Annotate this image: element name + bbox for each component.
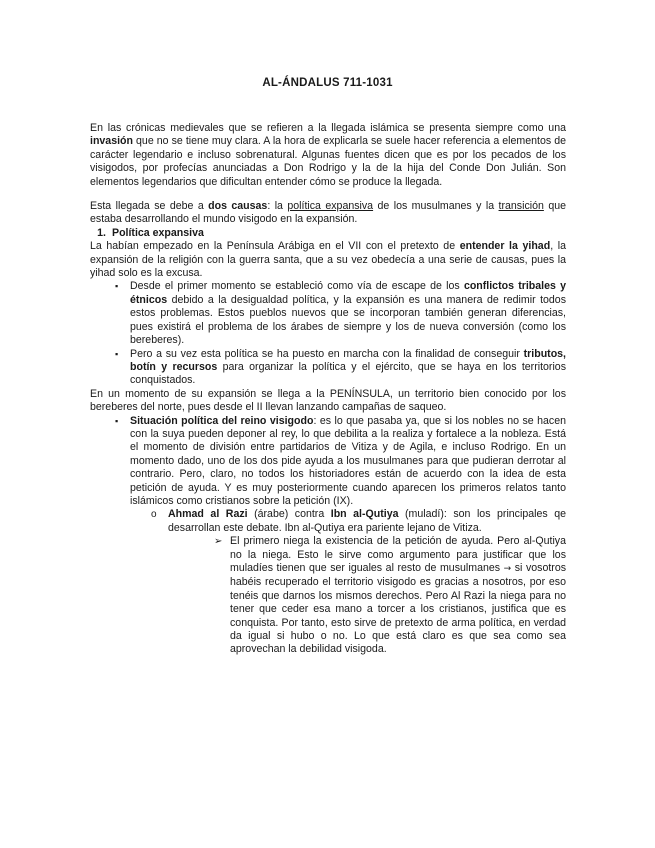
paragraph-peninsula: En un momento de su expansión se llega a la PENÍNSULA, un territorio bien conocido por los bereberes del norte, pues desde el II llevan lanzando campañas de saqueo. — [90, 387, 566, 414]
bullet-icon: ▪ — [115, 348, 119, 359]
list-item: ▪ Pero a su vez esta política se ha puesto en marcha con la finalidad de conseguir tributos, botín y recursos para organizar la política y el ejército, que se haya en los territorios conquistados. — [115, 347, 567, 387]
document-body — [90, 122, 566, 657]
sub-list-item: o Ahmad al Razi (árabe) contra Ibn al-Qutiya (muladí): son los principales qe desarrollan este debate. Ibn al-Qutiya era pariente lejano de Vitiza. — [151, 508, 566, 534]
arrowhead-bullet-icon: ➢ — [214, 536, 223, 548]
section-heading: 1. Política expansiva — [97, 226, 204, 239]
sub-sub-list-item: ➢ El primero niega la existencia de la petición de ayuda. Pero al-Qutiya no la niega. Esto le sirve como argumento para justificar que los muladíes tienen que ser iguales al resto de musulmanes → si vosotros habéis recuperado el territorio visigodo es gracias a nosotros, por eso tenéis que darnos los mismos derechos. Pero Al Razi la niega para no tener que ceder esa mano a torcer a los cristianos, justifica que es conquista. Por tanto, esto sirve de pretexto de arma política, en verdad da igual si hubo o no. Lo que está claro es que sea como sea aprovechan la debilidad visigoda. — [214, 535, 567, 656]
paragraph-causes: Esta llegada se debe a dos causas: la política expansiva de los musulmanes y la transición que estaba desarrollando el mundo visigodo en la expansión. — [90, 200, 566, 226]
list-item: ▪ Desde el primer momento se estableció como vía de escape de los conflictos tribales y étnicos debido a la desigualdad política, y la expansión es una manera de redimir todos estos problemas. Estos pueblos nuevos que se incorporan también generan diferencias, pues existirá el problema de los árabes de siempre y los de nueva conversión (como los bereberes). — [115, 280, 566, 347]
circle-bullet-icon: o — [151, 509, 157, 521]
list-item: ▪ Situación política del reino visigodo: es lo que pasaba ya, que si los nobles no se hacen con la suya pueden deponer al rey, lo que debilita a la realiza y fortalece a la nobleza. Está el momento de división entre partidarios de Vitiza y de Agila, e incluso Rodrigo. En un momento dado, uno de los dos pide ayuda a los musulmanes para que pudieran derrotar al contrario. Pero, claro, no todos los historiadores están de acuerdo con la idea de esta petición de ayuda. Y es muy posteriormente cuando aparecen los primeros relatos tanto islámicos como cristianos sobre la petición (IX). — [115, 414, 567, 507]
right-arrow-icon: → — [503, 564, 512, 574]
bullet-icon: ▪ — [115, 415, 119, 426]
paragraph-yihad: La habían empezado en la Península Arábiga en el VII con el pretexto de entender la yihad, la expansión de la religión con la guerra santa, que a su vez obedecía a una serie de causas, pues la yihad solo es la excusa. — [90, 240, 566, 280]
bullet-icon: ▪ — [115, 281, 119, 292]
document-title: AL-ÁNDALUS 711-1031 — [262, 77, 393, 89]
paragraph-intro: En las crónicas medievales que se refieren a la llegada islámica se presenta siempre como una invasión que no se tiene muy clara. A la hora de explicarla se suele hacer referencia a elementos de carácter legendario e incluso sobrenatural. Algunas fuentes dicen que es por los pecados de los visigodos, por profecías anunciadas a Don Rodrigo y la de la hija del Conde Don Julián. Son elementos legendarios que dificultan entender cómo se produce la llegada. — [90, 122, 566, 188]
